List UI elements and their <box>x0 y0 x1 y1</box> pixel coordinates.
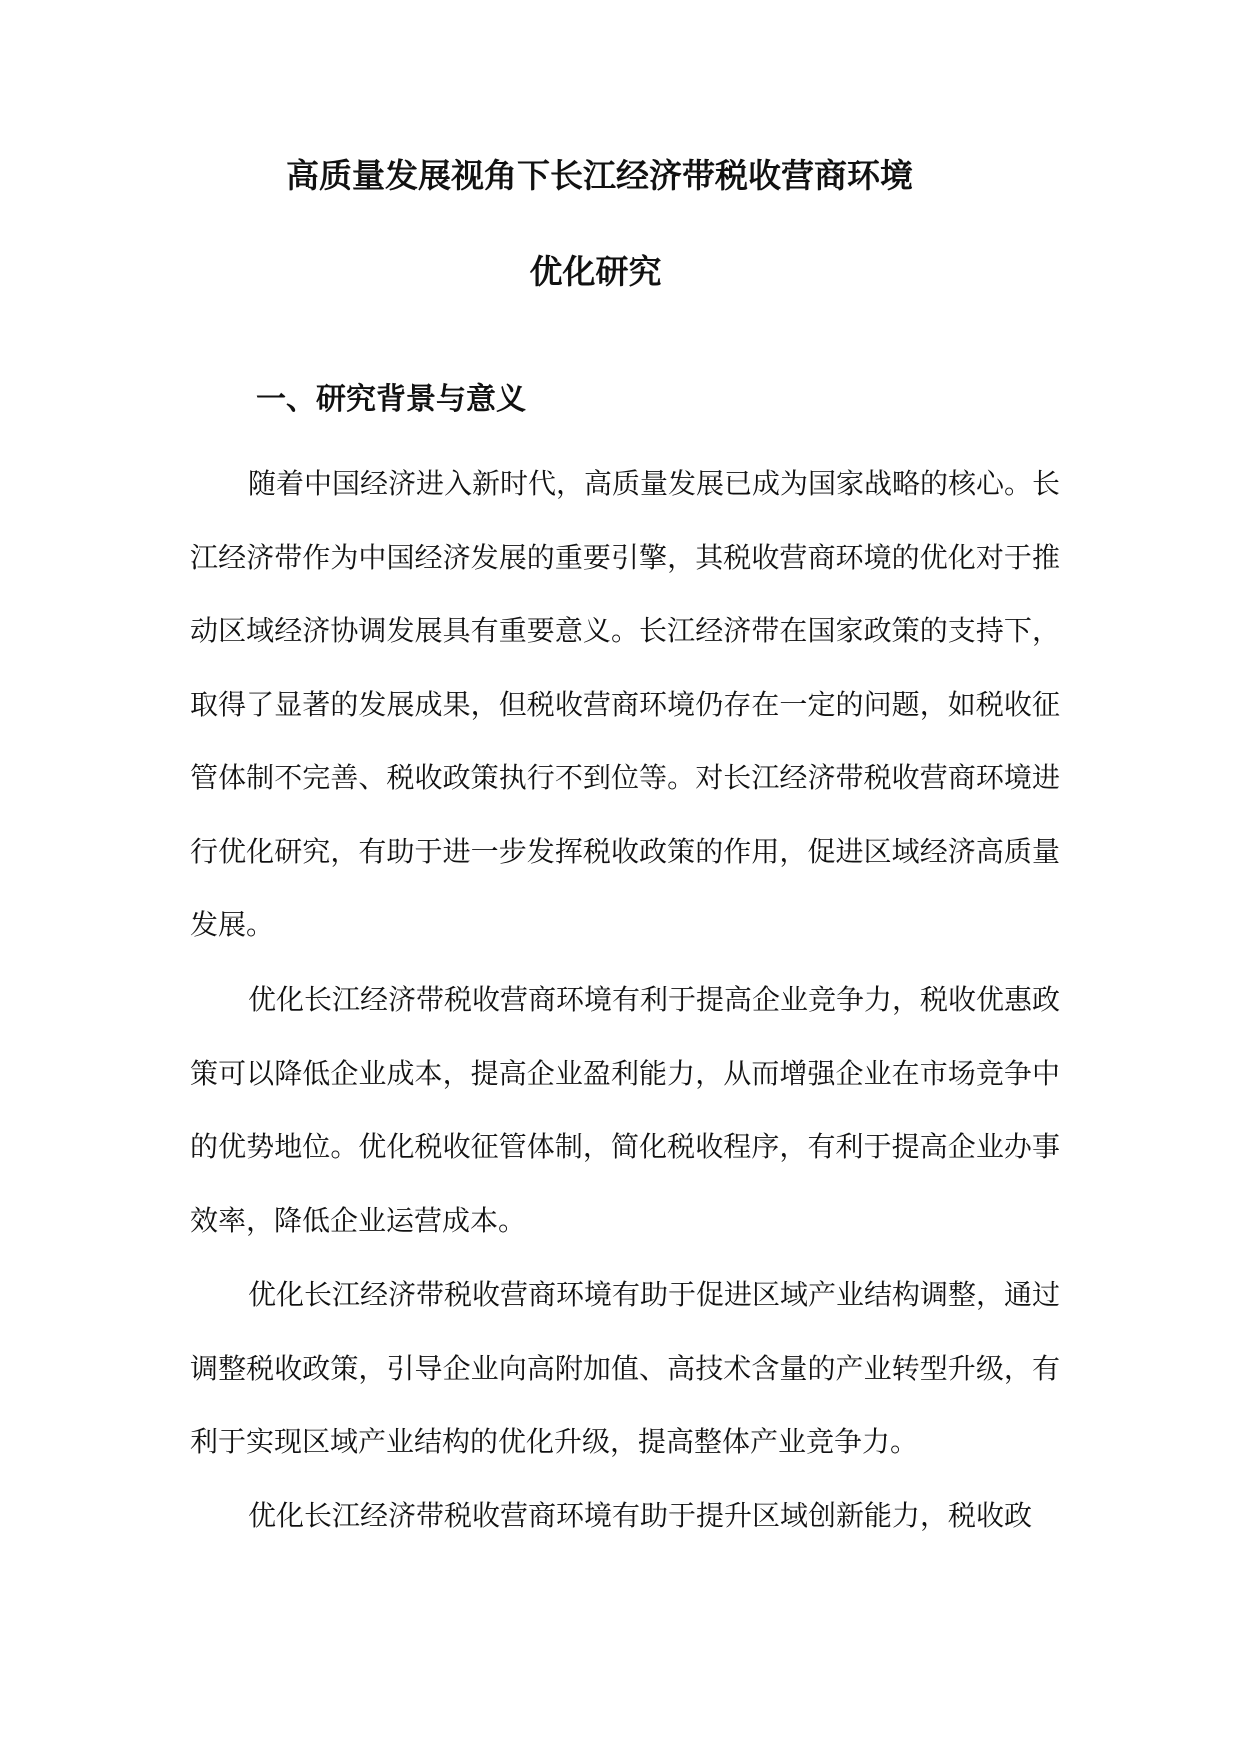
paragraph: 优化长江经济带税收营商环境有利于提高企业竞争力，税收优惠政策可以降低企业成本，提高企业盈利能力，从而增强企业在市场竞争中的优势地位。优化税收征管体制，简化税收程序，有利于提高企业办事效率，降低企业运营成本。 <box>190 983 1061 1237</box>
section-heading: 一、研究背景与意义 <box>256 382 526 417</box>
paragraph: 优化长江经济带税收营商环境有助于促进区域产业结构调整，通过调整税收政策，引导企业向高附加值、高技术含量的产业转型升级，有利于实现区域产业结构的优化升级，提高整体产业竞争力。 <box>190 1278 1061 1458</box>
document-title-line-1: 高质量发展视角下长江经济带税收营商环境 <box>286 156 913 195</box>
paragraph: 优化长江经济带税收营商环境有助于提升区域创新能力，税收政 <box>248 1499 1033 1532</box>
document-title-line-2: 优化研究 <box>529 252 662 291</box>
paragraph: 随着中国经济进入新时代，高质量发展已成为国家战略的核心。长江经济带作为中国经济发展的重要引擎，其税收营商环境的优化对于推动区域经济协调发展具有重要意义。长江经济带在国家政策的支持下，取得了显著的发展成果，但税收营商环境仍存在一定的问题，如税收征管体制不完善、税收政策执行不到位等。对长江经济带税收营商环境进行优化研究，有助于进一步发挥税收政策的作用，促进区域经济高质量发展。 <box>190 467 1061 941</box>
